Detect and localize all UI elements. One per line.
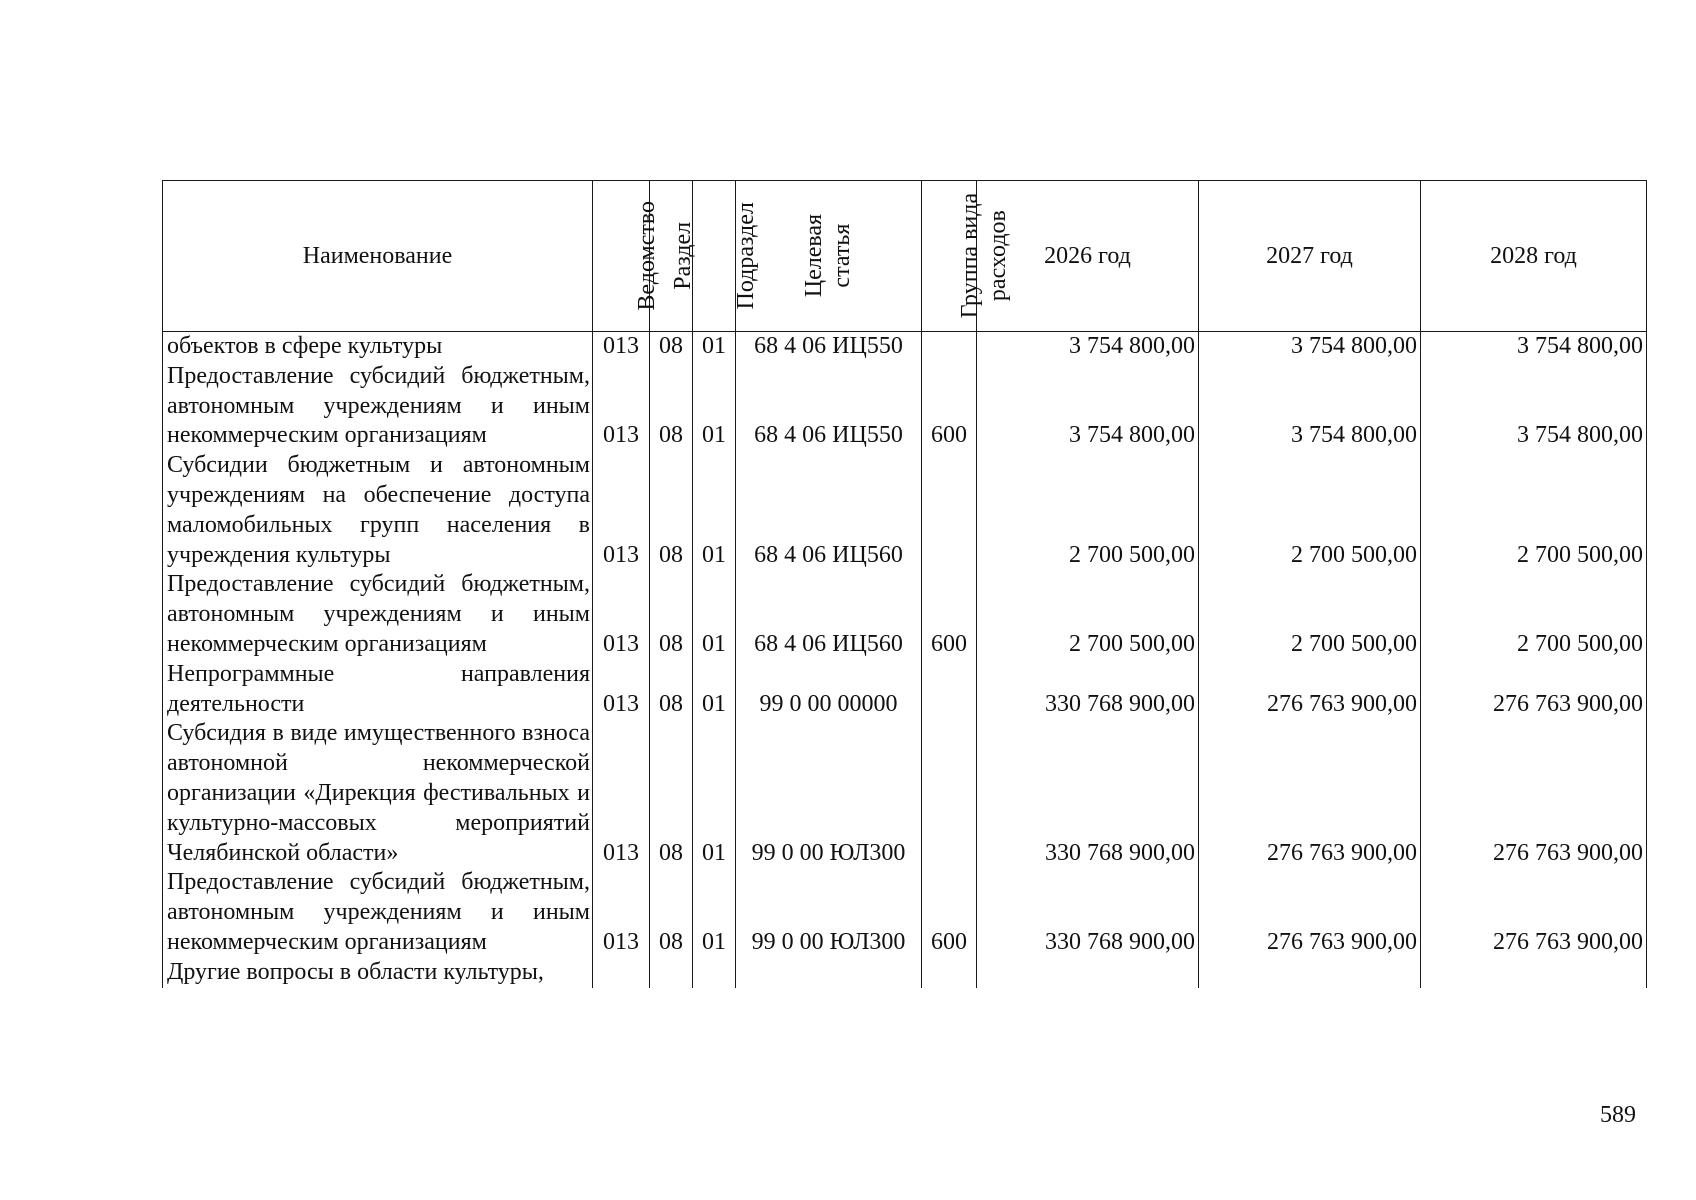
table-row bbox=[163, 958, 1647, 988]
table-row bbox=[163, 719, 1647, 868]
cell-dept: 013 bbox=[593, 451, 650, 570]
cell-subsection: 01 bbox=[693, 451, 736, 570]
cell-subsection bbox=[693, 958, 736, 988]
table-row bbox=[163, 451, 1647, 570]
cell-y2027: 276 763 900,00 bbox=[1199, 719, 1421, 868]
cell-group bbox=[922, 719, 977, 868]
cell-subsection: 01 bbox=[693, 362, 736, 451]
cell-name: Предоставление субсидий бюджетным, автономным учреждениям и иным некоммерческим организациям bbox=[163, 570, 593, 659]
cell-name: Предоставление субсидий бюджетным, автономным учреждениям и иным некоммерческим организациям bbox=[163, 362, 593, 451]
cell-group: 600 bbox=[922, 570, 977, 659]
cell-y2027: 276 763 900,00 bbox=[1199, 868, 1421, 957]
cell-section: 08 bbox=[650, 868, 693, 957]
cell-section: 08 bbox=[650, 362, 693, 451]
cell-dept: 013 bbox=[593, 332, 650, 362]
cell-y2026: 330 768 900,00 bbox=[977, 719, 1199, 868]
cell-target: 68 4 06 ИЦ560 bbox=[736, 570, 922, 659]
cell-y2027: 276 763 900,00 bbox=[1199, 660, 1421, 720]
cell-target: 99 0 00 ЮЛ300 bbox=[736, 719, 922, 868]
cell-y2028: 276 763 900,00 bbox=[1421, 660, 1647, 720]
cell-section bbox=[650, 958, 693, 988]
cell-section: 08 bbox=[650, 332, 693, 362]
cell-y2026: 3 754 800,00 bbox=[977, 362, 1199, 451]
cell-target bbox=[736, 958, 922, 988]
header-name: Наименование bbox=[163, 181, 593, 332]
header-group: Группа вида расходов bbox=[922, 181, 977, 332]
cell-subsection: 01 bbox=[693, 719, 736, 868]
page-number: 589 bbox=[1600, 1102, 1636, 1128]
cell-subsection: 01 bbox=[693, 570, 736, 659]
table-body bbox=[163, 332, 1647, 988]
cell-section: 08 bbox=[650, 570, 693, 659]
cell-group bbox=[922, 958, 977, 988]
cell-target: 68 4 06 ИЦ550 bbox=[736, 332, 922, 362]
table-row bbox=[163, 868, 1647, 957]
cell-section: 08 bbox=[650, 660, 693, 720]
cell-name: Непрограммные направления деятельности bbox=[163, 660, 593, 720]
cell-y2026: 330 768 900,00 bbox=[977, 868, 1199, 957]
cell-y2027: 2 700 500,00 bbox=[1199, 570, 1421, 659]
cell-dept bbox=[593, 958, 650, 988]
cell-y2028 bbox=[1421, 958, 1647, 988]
cell-dept: 013 bbox=[593, 362, 650, 451]
table-row bbox=[163, 362, 1647, 451]
cell-y2028: 2 700 500,00 bbox=[1421, 451, 1647, 570]
budget-table bbox=[162, 180, 1647, 988]
cell-y2028: 276 763 900,00 bbox=[1421, 868, 1647, 957]
cell-subsection: 01 bbox=[693, 868, 736, 957]
cell-y2026 bbox=[977, 958, 1199, 988]
cell-y2026: 2 700 500,00 bbox=[977, 570, 1199, 659]
header-2028: 2028 год bbox=[1421, 181, 1647, 332]
header-target: Целевая статья bbox=[736, 181, 922, 332]
cell-name: объектов в сфере культуры bbox=[163, 332, 593, 362]
cell-group: 600 bbox=[922, 868, 977, 957]
cell-group: 600 bbox=[922, 362, 977, 451]
header-dept: Ведомство bbox=[593, 181, 650, 332]
cell-subsection: 01 bbox=[693, 332, 736, 362]
cell-target: 99 0 00 ЮЛ300 bbox=[736, 868, 922, 957]
cell-dept: 013 bbox=[593, 570, 650, 659]
cell-name: Субсидии бюджетным и автономным учреждениям на обеспечение доступа маломобильных групп населения в учреждения культуры bbox=[163, 451, 593, 570]
header-2027: 2027 год bbox=[1199, 181, 1421, 332]
cell-group bbox=[922, 451, 977, 570]
cell-section: 08 bbox=[650, 719, 693, 868]
cell-y2028: 3 754 800,00 bbox=[1421, 332, 1647, 362]
cell-dept: 013 bbox=[593, 868, 650, 957]
cell-y2026: 330 768 900,00 bbox=[977, 660, 1199, 720]
table-row bbox=[163, 332, 1647, 362]
cell-y2028: 276 763 900,00 bbox=[1421, 719, 1647, 868]
table-row bbox=[163, 570, 1647, 659]
cell-subsection: 01 bbox=[693, 660, 736, 720]
cell-y2027: 3 754 800,00 bbox=[1199, 362, 1421, 451]
cell-y2026: 3 754 800,00 bbox=[977, 332, 1199, 362]
cell-y2026: 2 700 500,00 bbox=[977, 451, 1199, 570]
cell-target: 68 4 06 ИЦ560 bbox=[736, 451, 922, 570]
cell-target: 99 0 00 00000 bbox=[736, 660, 922, 720]
header-section: Раздел bbox=[650, 181, 693, 332]
cell-y2027: 2 700 500,00 bbox=[1199, 451, 1421, 570]
table-row bbox=[163, 660, 1647, 720]
cell-dept: 013 bbox=[593, 660, 650, 720]
cell-y2028: 2 700 500,00 bbox=[1421, 570, 1647, 659]
cell-target: 68 4 06 ИЦ550 bbox=[736, 362, 922, 451]
header-2026: 2026 год bbox=[977, 181, 1199, 332]
cell-group bbox=[922, 332, 977, 362]
cell-name: Другие вопросы в области культуры, bbox=[163, 958, 593, 988]
cell-y2027: 3 754 800,00 bbox=[1199, 332, 1421, 362]
cell-group bbox=[922, 660, 977, 720]
cell-section: 08 bbox=[650, 451, 693, 570]
table-header-row bbox=[163, 181, 1647, 332]
cell-y2027 bbox=[1199, 958, 1421, 988]
header-subsection: Подраздел bbox=[693, 181, 736, 332]
cell-dept: 013 bbox=[593, 719, 650, 868]
cell-name: Предоставление субсидий бюджетным, автономным учреждениям и иным некоммерческим организациям bbox=[163, 868, 593, 957]
cell-name: Субсидия в виде имущественного взноса автономной некоммерческой организации «Дирекция фестивальных и культурно-массовых мероприятий Челябинской области» bbox=[163, 719, 593, 868]
cell-y2028: 3 754 800,00 bbox=[1421, 362, 1647, 451]
